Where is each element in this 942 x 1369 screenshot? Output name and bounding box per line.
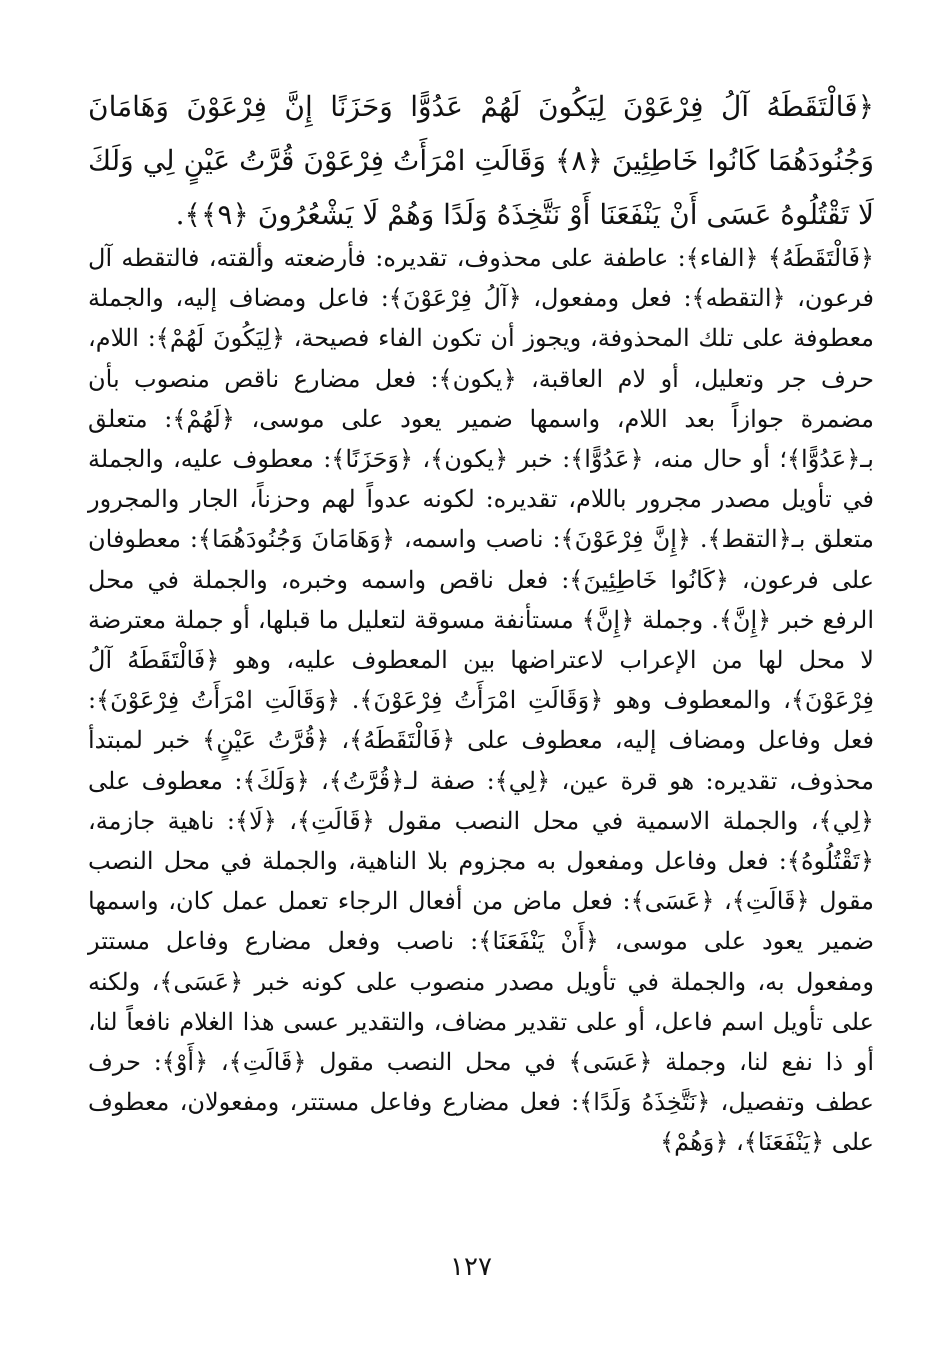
grammatical-analysis-block [88, 238, 874, 1163]
analysis-paragraph: ﴿فَالْتَقَطَهُ﴾ ﴿الفاء﴾: عاطفة على محذوف، تقديره: فأرضعته وألقته، فالتقطه آل فرعون، ﴿التقطه﴾: فعل ومفعول، ﴿آلُ فِرْعَوْنَ﴾: فاعل ومضاف إليه، والجملة معطوفة على تلك المحذوفة، ويجوز أن تكون الفاء فصيحة، ﴿لِيَكُونَ لَهُمْ﴾: اللام، حرف جر وتعليل، أو لام العاقبة، ﴿يكون﴾: فعل مضارع ناقص منصوب بأن مضمرة جوازاً بعد اللام، واسمها ضمير يعود على موسى، ﴿لَهُمْ﴾: متعلق بـ﴿عَدُوًّا﴾؛ أو حال منه، ﴿عَدُوًّا﴾: خبر ﴿يكون﴾، ﴿وَحَزَنًا﴾: معطوف عليه، والجملة في تأويل مصدر مجرور باللام، تقديره: لكونه عدواً لهم وحزناً، الجار والمجرور متعلق بـ﴿التقط﴾. ﴿إِنَّ فِرْعَوْنَ﴾: ناصب واسمه، ﴿وَهَامَانَ وَجُنُودَهُمَا﴾: معطوفان على فرعون، ﴿كَانُوا خَاطِئِينَ﴾: فعل ناقص واسمه وخبره، والجملة في محل الرفع خبر ﴿إِنَّ﴾. وجملة ﴿إِنَّ﴾ مستأنفة مسوقة لتعليل ما قبلها، أو جملة معترضة لا محل لها من الإعراب لاعتراضها بين المعطوف عليه، وهو ﴿فَالْتَقَطَهُ آلُ فِرْعَوْنَ﴾، والمعطوف وهو ﴿وَقَالَتِ امْرَأَتُ فِرْعَوْنَ﴾. ﴿وَقَالَتِ امْرَأَتُ فِرْعَوْنَ﴾: فعل وفاعل ومضاف إليه، معطوف على ﴿فَالْتَقَطَهُ﴾، ﴿قُرَّتُ عَيْنٍ﴾ خبر لمبتدأ محذوف، تقديره: هو قرة عين، ﴿لِي﴾: صفة لـ﴿قُرَّتُ﴾، ﴿وَلَكَ﴾: معطوف على ﴿لِي﴾، والجملة الاسمية في محل النصب مقول ﴿قَالَتِ﴾، ﴿لَا﴾: ناهية جازمة، ﴿تَقْتُلُوهُ﴾: فعل وفاعل ومفعول به مجزوم بلا الناهية، والجملة في محل النصب مقول ﴿قَالَتِ﴾، ﴿عَسَى﴾: فعل ماض من أفعال الرجاء تعمل عمل كان، واسمها ضمير يعود على موسى، ﴿أَنْ يَنْفَعَنَا﴾: ناصب وفعل مضارع وفاعل مستتر ومفعول به، والجملة في تأويل مصدر منصوب على كونه خبر ﴿عَسَى﴾، ولكنه على تأويل اسم فاعل، أو على تقدير مضاف، والتقدير عسى هذا الغلام نافعاً لنا، أو ذا نفع لنا، وجملة ﴿عَسَى﴾ في محل النصب مقول ﴿قَالَتِ﴾، ﴿أَوْ﴾: حرف عطف وتفصيل، ﴿نَتَّخِذَهُ وَلَدًا﴾: فعل مضارع وفاعل مستتر، ومفعولان، معطوف على ﴿يَنْفَعَنَا﴾، ﴿وَهُمْ﴾ [88, 244, 875, 1157]
page-number: ١٢٧ [450, 1252, 492, 1282]
quran-verse-block [88, 80, 874, 242]
quran-verse-text: ﴿فَالْتَقَطَهُ آلُ فِرْعَوْنَ لِيَكُونَ لَهُمْ عَدُوًّا وَحَزَنًا إِنَّ فِرْعَوْنَ وَهَامَانَ وَجُنُودَهُمَا كَانُوا خَاطِئِينَ ﴿٨﴾ وَقَالَتِ امْرَأَتُ فِرْعَوْنَ قُرَّتُ عَيْنٍ لِي وَلَكَ لَا تَقْتُلُوهُ عَسَى أَنْ يَنْفَعَنَا أَوْ نَتَّخِذَهُ وَلَدًا وَهُمْ لَا يَشْعُرُونَ ﴿٩﴾﴾. [88, 90, 874, 231]
